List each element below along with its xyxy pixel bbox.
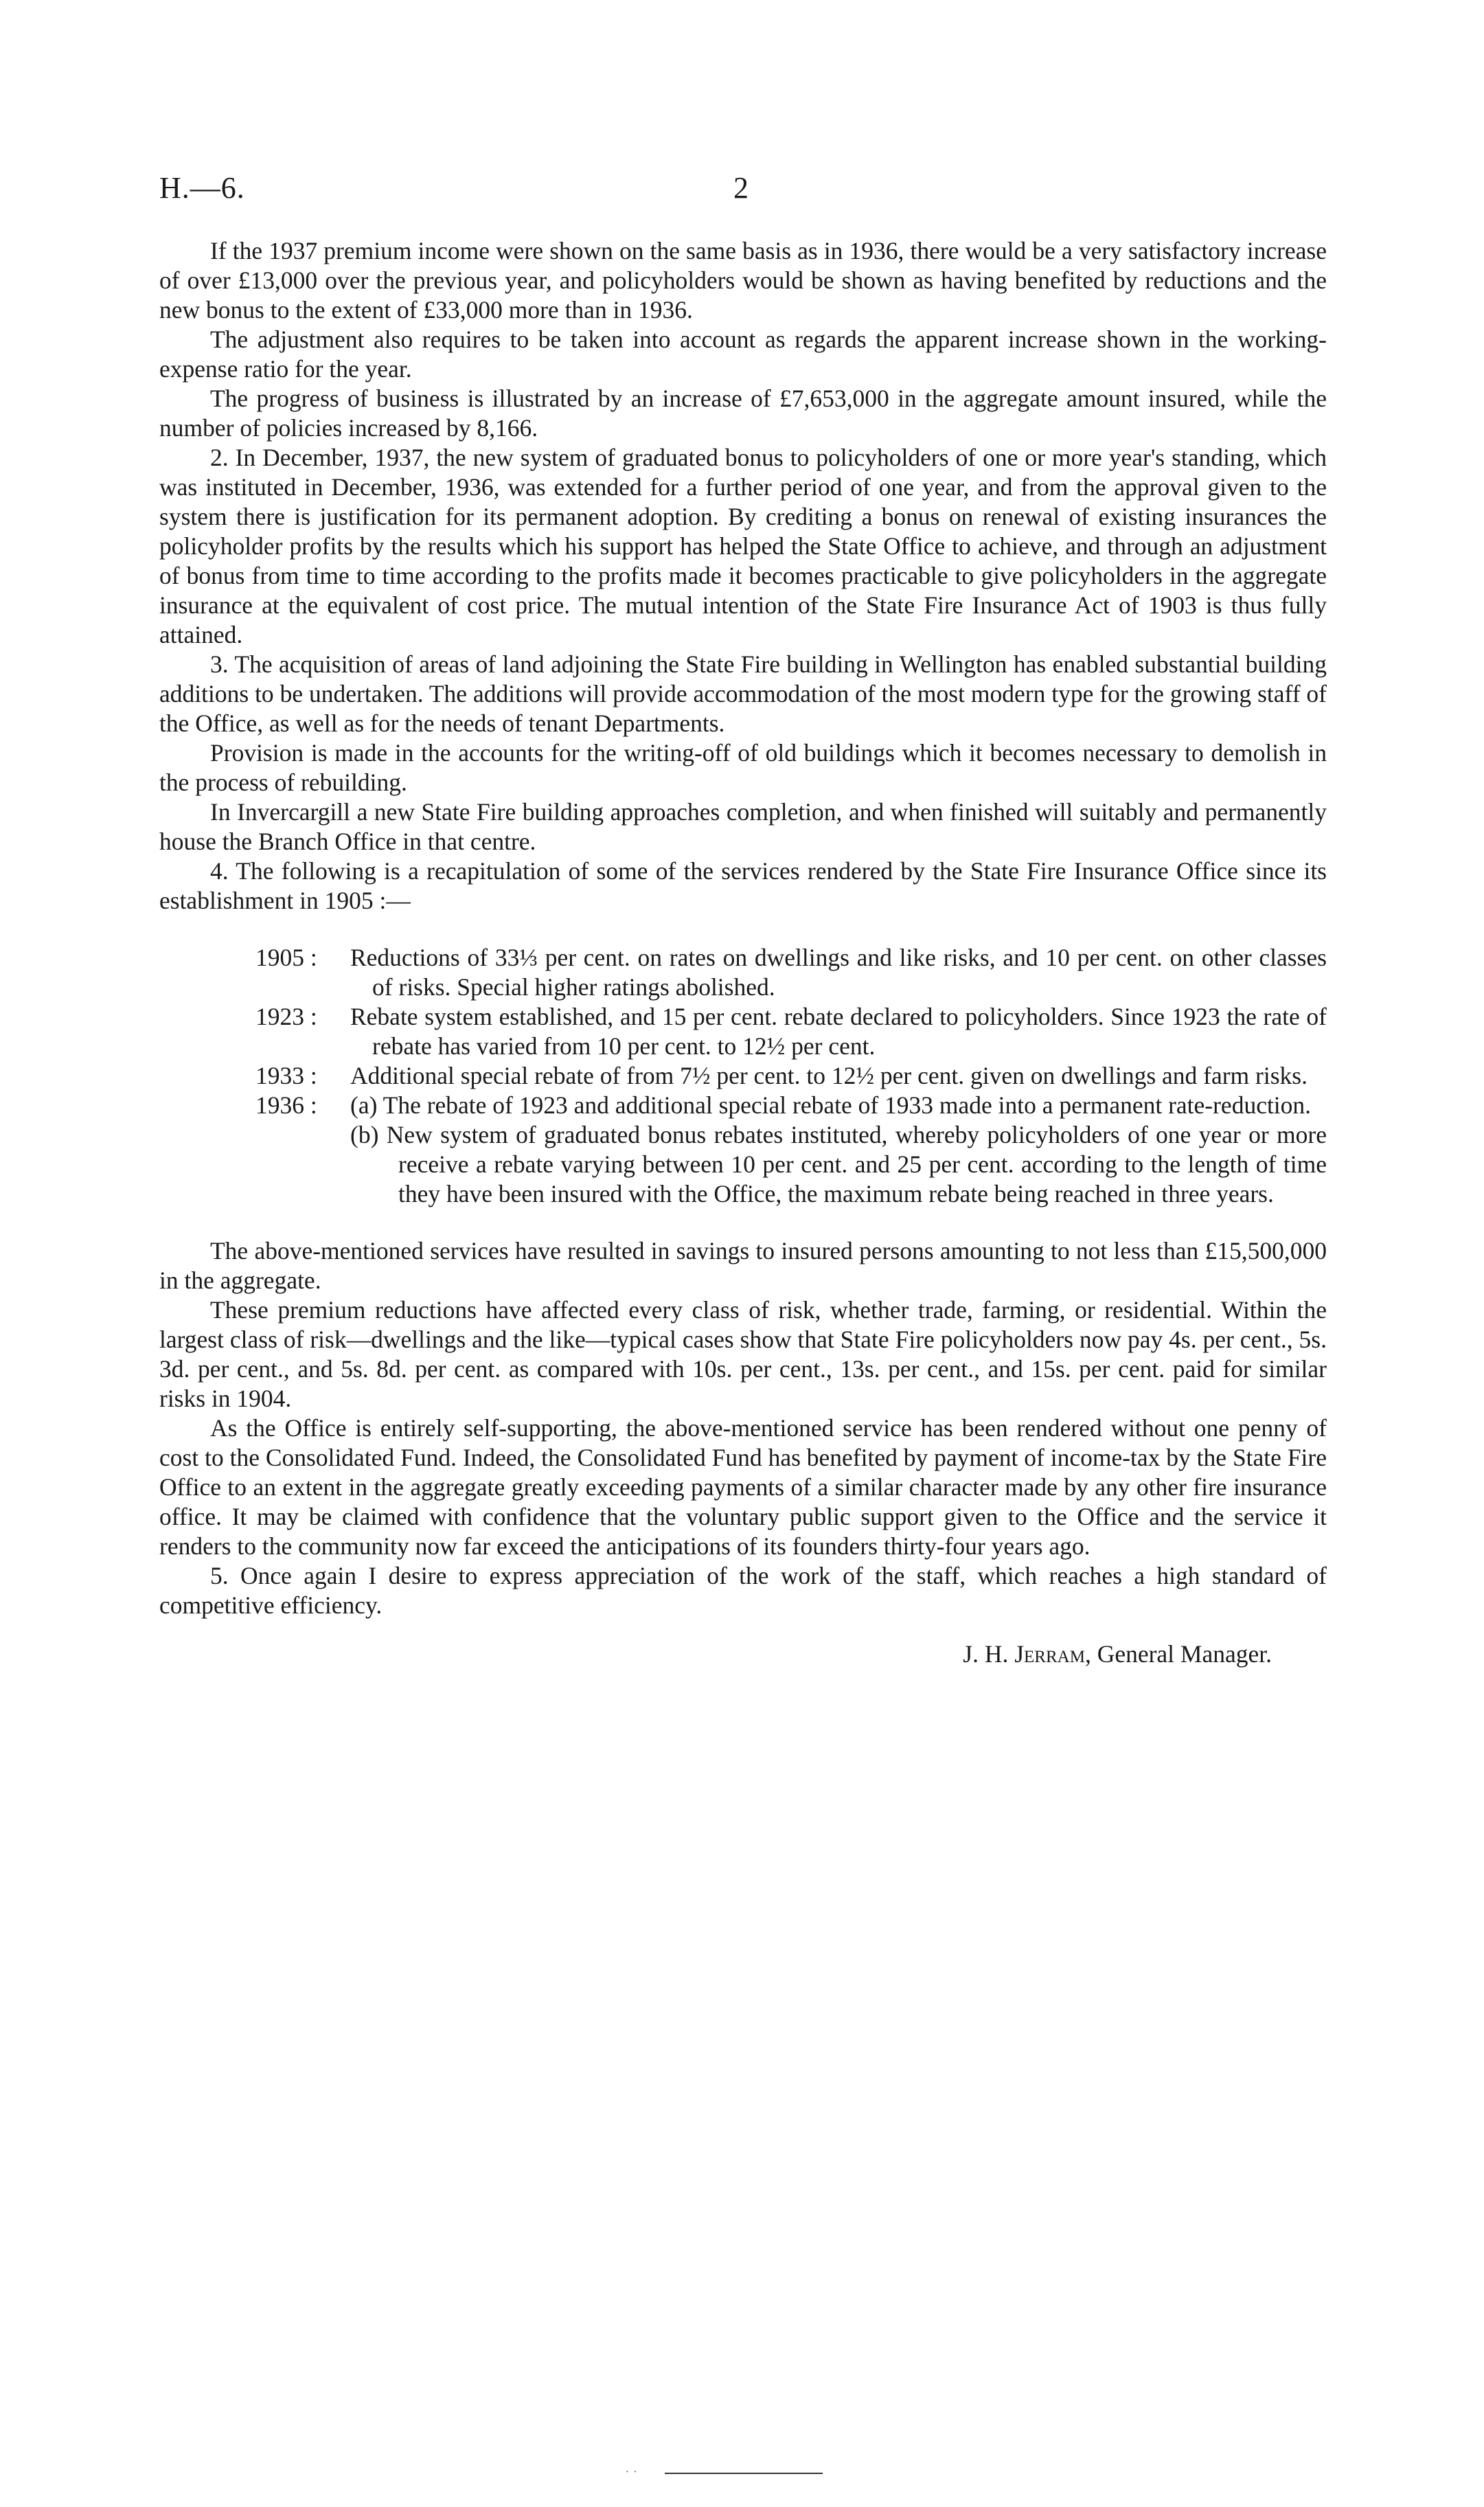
service-description: Rebate system established, and 15 per cent. rebate declared to policyholders. Since 1923 the rate of rebate has varied from 10 per cent. to 12½ per cent. bbox=[350, 1003, 1327, 1060]
service-entry bbox=[255, 1061, 1327, 1091]
signatory-initials: J. H. bbox=[963, 1640, 1009, 1668]
sub-item-label: (a) bbox=[350, 1091, 378, 1119]
service-year: 1933 : bbox=[255, 1062, 317, 1089]
service-sub-item bbox=[350, 1120, 1327, 1209]
report-body bbox=[159, 236, 1327, 1669]
page-number: 2 bbox=[733, 171, 749, 205]
service-year: 1936 : bbox=[255, 1091, 317, 1119]
paragraph: 3. The acquisition of areas of land adjoining the State Fire building in Wellington has enabled substantial building additions to be undertaken. The additions will provide accommodation of the most modern type for the growing staff of the Office, as well as for the needs of tenant Departments. bbox=[159, 650, 1327, 737]
service-sub-item bbox=[350, 1091, 1327, 1120]
document-reference: H.—6. bbox=[159, 171, 245, 205]
paragraph: Provision is made in the accounts for the writing-off of old buildings which it becomes necessary to demolish in the process of rebuilding. bbox=[159, 739, 1327, 796]
scan-specks: · · bbox=[625, 2464, 638, 2480]
paragraph: The above-mentioned services have resulted in savings to insured persons amounting to not less than £15,500,000 in the aggregate. bbox=[159, 1237, 1327, 1294]
paragraph: The progress of business is illustrated by an increase of £7,653,000 in the aggregate amount insured, while the number of policies increased by 8,166. bbox=[159, 385, 1327, 442]
paragraph: If the 1937 premium income were shown on the same basis as in 1936, there would be a very satisfactory increase of over £13,000 over the previous year, and policyholders would be shown as having benefited by reductions and the new bonus to the extent of £33,000 more than in 1936. bbox=[159, 237, 1327, 324]
service-description: Additional special rebate of from 7½ per cent. to 12½ per cent. given on dwellings and farm risks. bbox=[350, 1062, 1308, 1089]
paragraph: 4. The following is a recapitulation of some of the services rendered by the State Fire Insurance Office since its establishment in 1905 :— bbox=[159, 857, 1327, 914]
paragraph: 5. Once again I desire to express appreciation of the work of the staff, which reaches a high standard of competitive efficiency. bbox=[159, 1562, 1327, 1619]
paragraph: These premium reductions have affected every class of risk, whether trade, farming, or residential. Within the largest class of risk—dwellings and the like—typical cases show that State Fire policyholders now pay 4s. per cent., 5s. 3d. per cent., and 5s. 8d. per cent. as compared with 10s. per cent., 13s. per cent., and 15s. per cent. paid for similar risks in 1904. bbox=[159, 1296, 1327, 1412]
service-entry bbox=[255, 1002, 1327, 1061]
signatory-surname: Jerram bbox=[1014, 1640, 1085, 1668]
service-entry bbox=[255, 943, 1327, 1002]
paragraph: The adjustment also requires to be taken into account as regards the apparent increase shown in the working-expense ratio for the year. bbox=[159, 326, 1327, 383]
signature-block bbox=[159, 1640, 1327, 1669]
paragraph: As the Office is entirely self-supporting, the above-mentioned service has been rendered without one penny of cost to the Consolidated Fund. Indeed, the Consolidated Fund has benefited by payment of income-tax by the State Fire Office to an extent in the aggregate greatly exceeding payments of a similar character made by any other fire insurance office. It may be claimed with confidence that the voluntary public support given to the Office and the service it renders to the community now far exceed the anticipations of its founders thirty-four years ago. bbox=[159, 1414, 1327, 1560]
sub-item-label: (b) bbox=[350, 1121, 379, 1148]
service-description: Reductions of 33⅓ per cent. on rates on dwellings and like risks, and 10 per cent. on other classes of risks. Special higher ratings abolished. bbox=[350, 944, 1327, 1001]
services-list bbox=[159, 943, 1327, 1209]
service-entry bbox=[255, 1091, 1327, 1120]
signatory-title: , General Manager. bbox=[1084, 1640, 1272, 1668]
paragraph: 2. In December, 1937, the new system of graduated bonus to policyholders of one or more year's standing, which was instituted in December, 1936, was extended for a further period of one year, and from the approval given to the system there is justification for its permanent adoption. By crediting a bonus on renewal of existing insurances the policyholder profits by the results which his support has helped the State Office to achieve, and through an adjustment of bonus from time to time according to the profits made it becomes practicable to give policyholders in the aggregate insurance at the equivalent of cost price. The mutual intention of the State Fire Insurance Act of 1903 is thus fully attained. bbox=[159, 444, 1327, 648]
service-year: 1923 : bbox=[255, 1003, 317, 1030]
closing-rule bbox=[665, 2473, 823, 2474]
service-year: 1905 : bbox=[255, 944, 317, 971]
service-sub-entry bbox=[350, 1120, 1327, 1209]
paragraph: In Invercargill a new State Fire building approaches completion, and when finished will suitably and permanently house the Branch Office in that centre. bbox=[159, 798, 1327, 855]
sub-item-text: The rebate of 1923 and additional special rebate of 1933 made into a permanent rate-reduction. bbox=[383, 1091, 1312, 1119]
sub-item-text: New system of graduated bonus rebates instituted, whereby policyholders of one year or more receive a rebate varying between 10 per cent. and 25 per cent. according to the length of time they have been insured with the Office, the maximum rebate being reached in three years. bbox=[386, 1121, 1327, 1207]
